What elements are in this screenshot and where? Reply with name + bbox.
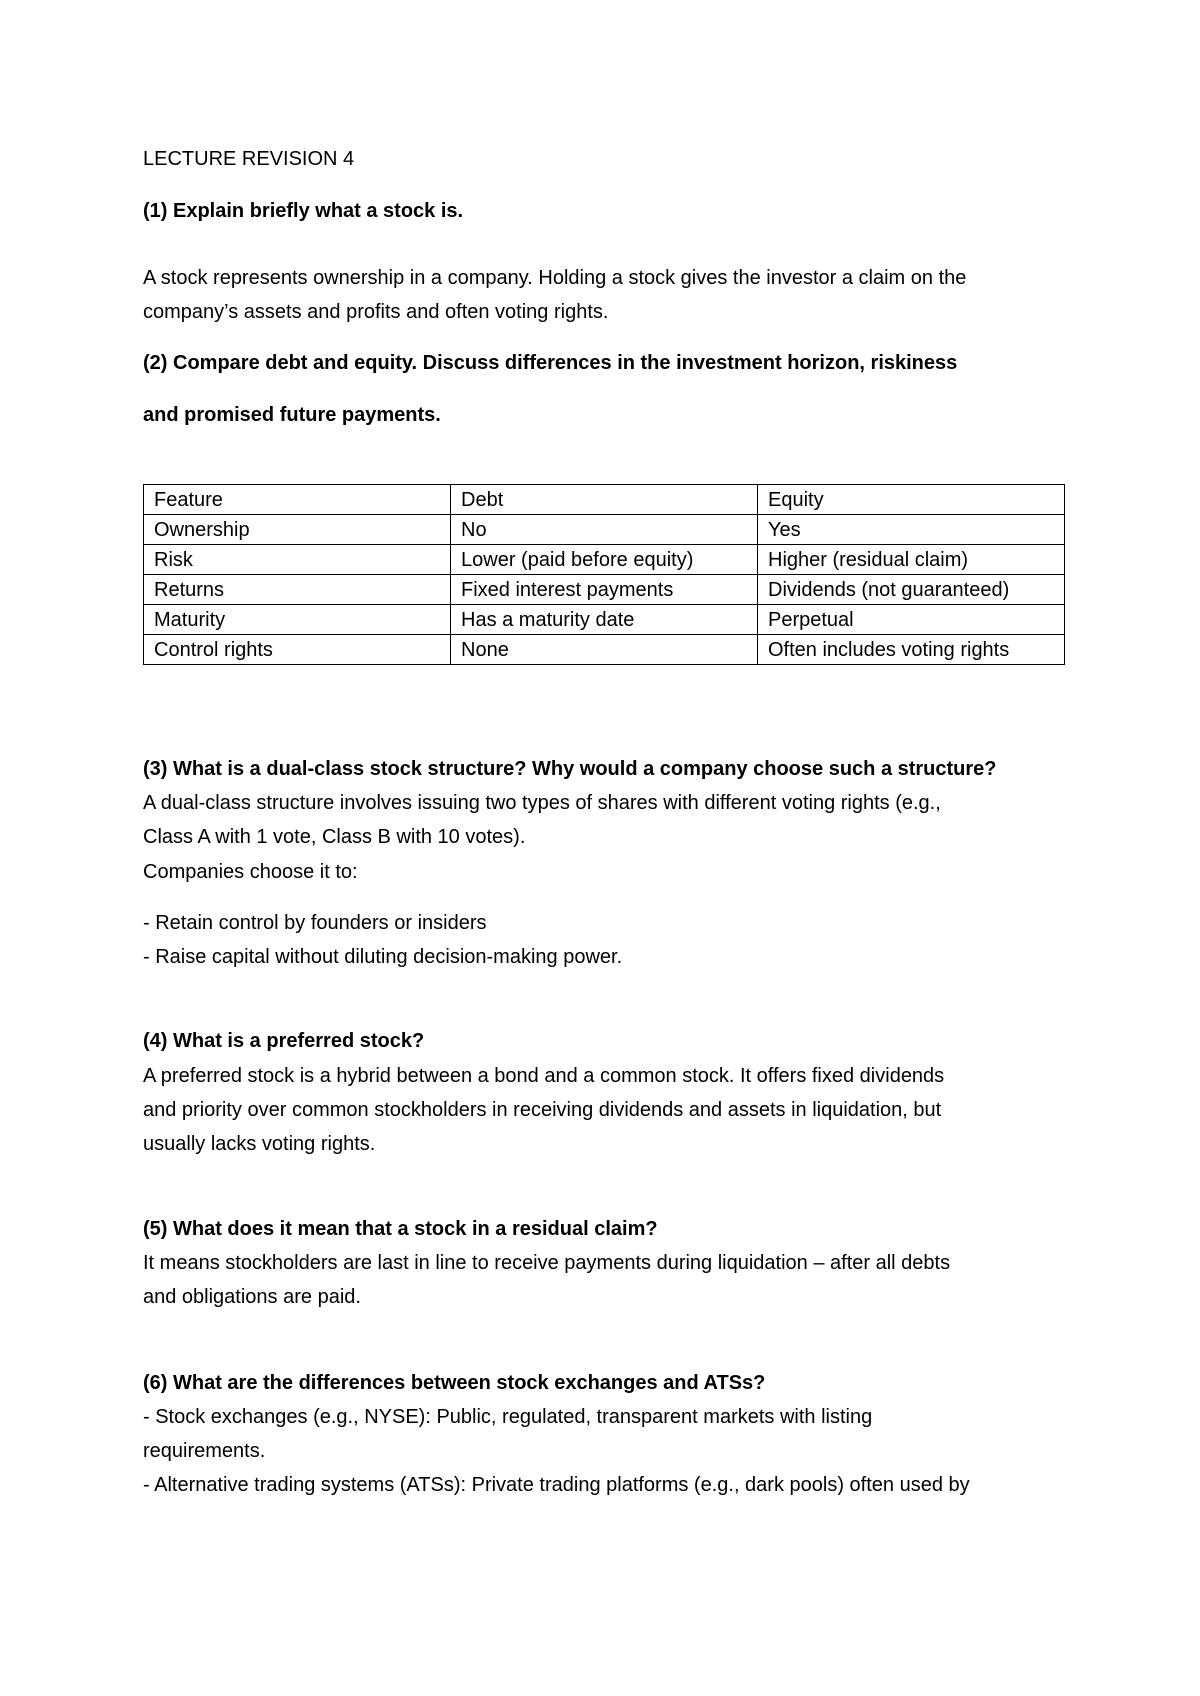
question-2-line-2: and promised future payments. xyxy=(143,404,441,426)
answer-3-bullet-1: - Retain control by founders or insiders xyxy=(143,912,487,934)
question-3: (3) What is a dual-class stock structure? Why would a company choose such a structure? xyxy=(143,758,997,780)
answer-1-line-2: company’s assets and profits and often voting rights. xyxy=(143,301,609,323)
table-row xyxy=(144,635,1065,665)
table-cell: Risk xyxy=(144,545,451,575)
table-cell: No xyxy=(451,515,758,545)
table-header-cell: Debt xyxy=(451,485,758,515)
table-row xyxy=(144,575,1065,605)
table-cell: Has a maturity date xyxy=(451,605,758,635)
answer-3-line-1: A dual-class structure involves issuing two types of shares with different voting rights (e.g., xyxy=(143,792,941,814)
table-cell: Lower (paid before equity) xyxy=(451,545,758,575)
answer-4-line-1: A preferred stock is a hybrid between a bond and a common stock. It offers fixed dividends xyxy=(143,1065,945,1087)
answer-3-bullet-2: - Raise capital without diluting decision-making power. xyxy=(143,946,623,968)
question-1: (1) Explain briefly what a stock is. xyxy=(143,200,464,222)
answer-3-line-3: Companies choose it to: xyxy=(143,861,358,883)
document-title: LECTURE REVISION 4 xyxy=(143,148,355,170)
answer-3-line-2: Class A with 1 vote, Class B with 10 votes). xyxy=(143,826,526,848)
table-cell: Returns xyxy=(144,575,451,605)
debt-equity-table xyxy=(143,484,1065,665)
table-row xyxy=(144,605,1065,635)
answer-4-line-3: usually lacks voting rights. xyxy=(143,1133,376,1155)
question-4: (4) What is a preferred stock? xyxy=(143,1030,425,1052)
answer-5-line-1: It means stockholders are last in line to receive payments during liquidation – after all debts xyxy=(143,1252,951,1274)
table-cell: Often includes voting rights xyxy=(758,635,1065,665)
answer-6-line-3: - Alternative trading systems (ATSs): Private trading platforms (e.g., dark pools) often used by xyxy=(143,1474,970,1496)
table-row xyxy=(144,515,1065,545)
table-row xyxy=(144,545,1065,575)
question-5: (5) What does it mean that a stock in a residual claim? xyxy=(143,1218,658,1240)
table-cell: Yes xyxy=(758,515,1065,545)
table-cell: Dividends (not guaranteed) xyxy=(758,575,1065,605)
answer-6-line-1: - Stock exchanges (e.g., NYSE): Public, regulated, transparent markets with listing xyxy=(143,1406,873,1428)
question-2-line-1: (2) Compare debt and equity. Discuss differences in the investment horizon, riskiness xyxy=(143,352,958,374)
table-cell: Perpetual xyxy=(758,605,1065,635)
table-header-row xyxy=(144,485,1065,515)
question-6: (6) What are the differences between stock exchanges and ATSs? xyxy=(143,1372,766,1394)
answer-4-line-2: and priority over common stockholders in receiving dividends and assets in liquidation, but xyxy=(143,1099,942,1121)
answer-1-line-1: A stock represents ownership in a company. Holding a stock gives the investor a claim on the xyxy=(143,267,967,289)
table-header-cell: Equity xyxy=(758,485,1065,515)
table-cell: Higher (residual claim) xyxy=(758,545,1065,575)
answer-5-line-2: and obligations are paid. xyxy=(143,1286,361,1308)
answer-6-line-2: requirements. xyxy=(143,1440,266,1462)
table-cell: Maturity xyxy=(144,605,451,635)
table-header-cell: Feature xyxy=(144,485,451,515)
table-cell: None xyxy=(451,635,758,665)
table-cell: Fixed interest payments xyxy=(451,575,758,605)
table-cell: Ownership xyxy=(144,515,451,545)
table-cell: Control rights xyxy=(144,635,451,665)
